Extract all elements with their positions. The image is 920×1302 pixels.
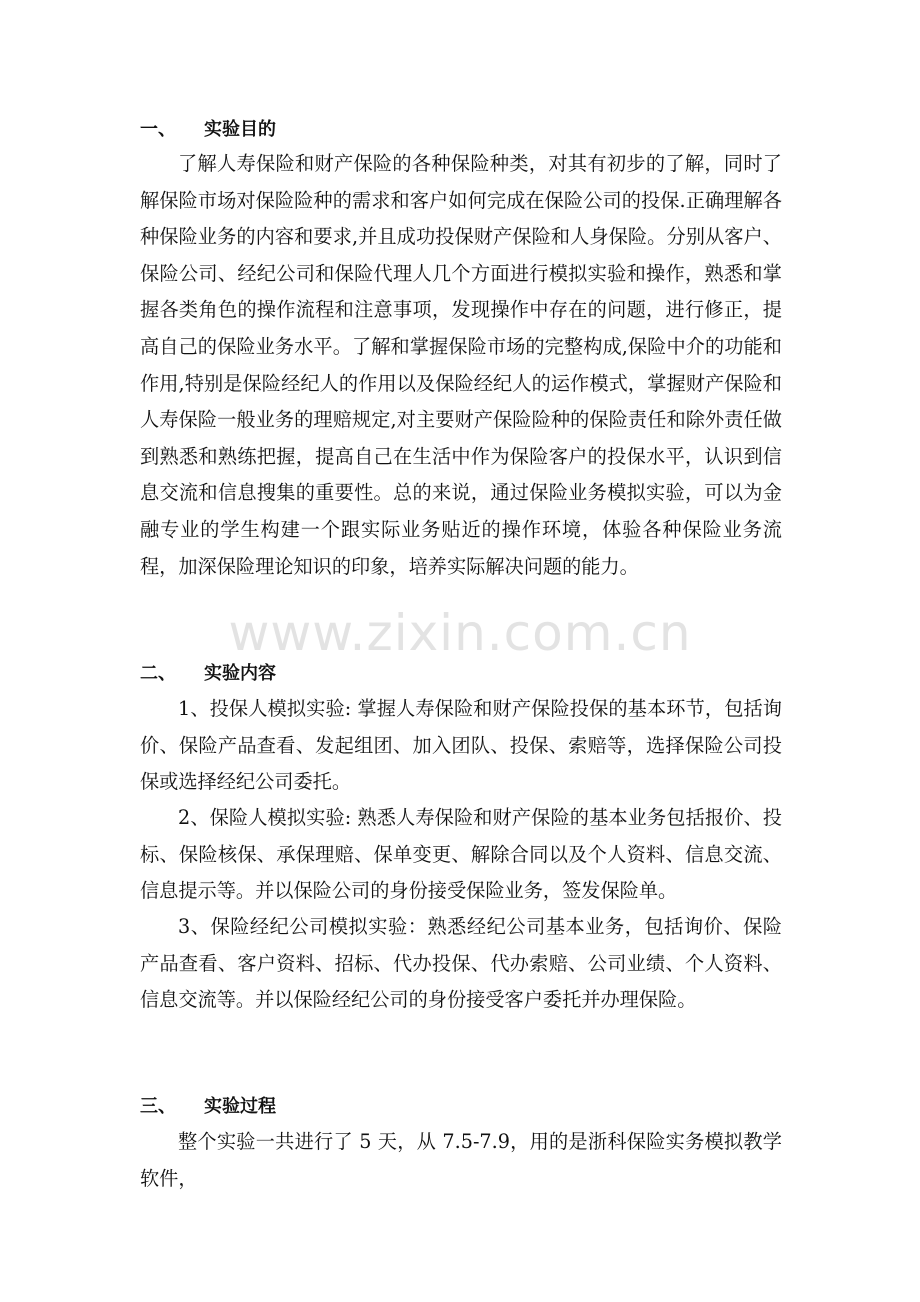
section-number-2: 二、 xyxy=(140,663,176,684)
section-1-paragraph-1: 了解人寿保险和财产保险的各种保险种类，对其有初步的了解，同时了解保险市场对保险险种的需求和客户如何完成在保险公司的投保.正确理解各种保险业务的内容和要求,并且成功投保财产保险和人身保险。分别从客户、保险公司、经纪公司和保险代理人几个方面进行模拟实验和操作，熟悉和掌握各类角色的操作流程和注意事项，发现操作中存在的问题，进行修正，提高自己的保险业务水平。了解和掌握保险市场的完整构成,保险中介的功能和作用,特别是保险经纪人的作用以及保险经纪人的运作模式，掌握财产保险和人寿保险一般业务的理赔规定,对主要财产保险险种的保险责任和除外责任做到熟悉和熟练把握，提高自己在生活中作为保险客户的投保水平，认识到信息交流和信息搜集的重要性。总的来说，通过保险业务模拟实验，可以为金融专业的学生构建一个跟实际业务贴近的操作环境，体验各种保险业务流程，加深保险理论知识的印象，培养实际解决问题的能力。 xyxy=(140,152,782,578)
section-heading-2 xyxy=(140,662,276,686)
section-title-3: 实验过程 xyxy=(204,1096,276,1117)
section-number-3: 三、 xyxy=(140,1096,176,1117)
section-2-paragraph-1: 1、投保人模拟实验: 掌握人寿保险和财产保险投保的基本环节，包括询价、保险产品查看、发起组团、加入团队、投保、索赔等，选择保险公司投保或选择经纪公司委托。 xyxy=(140,697,782,794)
section-title-2: 实验内容 xyxy=(204,663,276,684)
watermark: www.zixin.com.cn xyxy=(228,604,692,662)
section-2-paragraph-3: 3、保险经纪公司模拟实验：熟悉经纪公司基本业务，包括询价、保险产品查看、客户资料、招标、代办投保、代办索赔、公司业绩、个人资料、信息交流等。并以保险经纪公司的身份接受客户委托并办理保险。 xyxy=(140,915,782,1012)
section-heading-3 xyxy=(140,1095,276,1119)
section-heading-1 xyxy=(140,118,276,142)
section-number-1: 一、 xyxy=(140,119,176,140)
section-2-paragraph-2: 2、保险人模拟实验: 熟悉人寿保险和财产保险的基本业务包括报价、投标、保险核保、承保理赔、保单变更、解除合同以及个人资料、信息交流、信息提示等。并以保险公司的身份接受保险业务，签发保险单。 xyxy=(140,806,782,903)
section-3-paragraph-1: 整个实验一共进行了 5 天，从 7.5-7.9，用的是浙科保险实务模拟教学软件， xyxy=(140,1130,782,1190)
section-title-1: 实验目的 xyxy=(204,119,276,140)
